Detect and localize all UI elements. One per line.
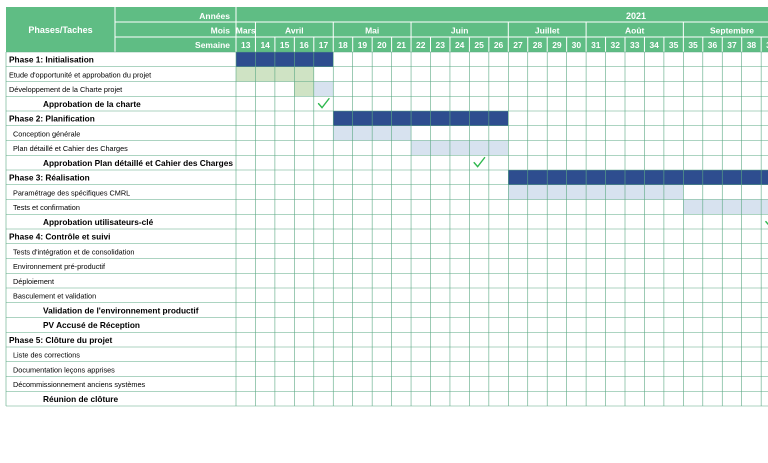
task-bar-cell: [294, 82, 313, 97]
phase-bar-cell: [469, 111, 488, 126]
check-icon: [319, 99, 330, 108]
phase-bar-cell: [353, 111, 372, 126]
task-label: Documentation leçons apprises: [13, 365, 115, 375]
milestone-label: Validation de l'environnement productif: [43, 305, 199, 316]
check-icon: [474, 158, 485, 167]
task-label: Conception générale: [13, 129, 81, 139]
task-bar-cell: [431, 141, 450, 156]
phase-bar-cell: [567, 170, 586, 185]
week-label: 30: [571, 40, 582, 50]
week-label: 22: [416, 40, 426, 50]
task-bar-cell: [625, 185, 644, 200]
phase-bar-cell: [314, 52, 333, 67]
task-label: Liste des corrections: [13, 350, 80, 360]
month-label: Juin: [450, 25, 469, 36]
milestone-label: Approbation de la charte: [43, 98, 141, 109]
task-bar-cell: [353, 126, 372, 141]
phase-bar-cell: [683, 170, 702, 185]
task-bar-cell: [294, 67, 313, 82]
phase-bar-cell: [489, 111, 508, 126]
phase-bar-cell: [508, 170, 527, 185]
task-bar-cell: [314, 82, 333, 97]
phase-bar-cell: [742, 170, 761, 185]
task-bar-cell: [528, 185, 547, 200]
phase-bar-cell: [761, 170, 768, 185]
milestone-label: Approbation Plan détaillé et Cahier des Charges: [43, 157, 233, 168]
milestone-label: PV Accusé de Réception: [43, 320, 140, 331]
task-bar-cell: [469, 141, 488, 156]
task-bar-cell: [411, 141, 430, 156]
week-label: 38: [746, 40, 757, 50]
week-label: 14: [260, 40, 270, 50]
task-label: Plan détaillé et Cahier des Charges: [13, 144, 128, 154]
week-label: 13: [240, 40, 251, 50]
week-label: 32: [610, 40, 621, 50]
phase-bar-cell: [294, 52, 313, 67]
phase-label: Phase 4: Contrôle et suivi: [9, 231, 111, 242]
task-bar-cell: [450, 141, 469, 156]
task-label: Tests et confirmation: [13, 203, 80, 213]
corner-label: Phases/Taches: [28, 25, 93, 35]
milestone-label: Réunion de clôture: [43, 393, 119, 404]
phase-bar-cell: [255, 52, 274, 67]
phase-bar-cell: [606, 170, 625, 185]
task-bar-cell: [255, 67, 274, 82]
task-bar-cell: [489, 141, 508, 156]
month-label: Septembre: [710, 25, 754, 36]
phase-bar-cell: [722, 170, 741, 185]
phase-bar-cell: [664, 170, 683, 185]
phase-bar-cell: [703, 170, 722, 185]
task-label: Tests d'intégration et de consolidation: [13, 247, 135, 257]
week-label: 26: [493, 40, 504, 50]
phase-bar-cell: [547, 170, 566, 185]
month-label: Mars: [235, 25, 256, 36]
annees-label: Années: [199, 11, 230, 21]
milestone-label: Approbation utilisateurs-clé: [43, 216, 154, 227]
task-label: Paramétrage des spécifiques CMRL: [13, 188, 131, 198]
week-label: 21: [396, 40, 407, 50]
week-label: 18: [338, 40, 348, 50]
task-bar-cell: [722, 200, 741, 215]
week-label: 35: [668, 40, 679, 50]
task-bar-cell: [333, 126, 352, 141]
task-bar-cell: [567, 185, 586, 200]
week-label: 33: [629, 40, 640, 50]
phase-bar-cell: [586, 170, 605, 185]
week-label: 15: [279, 40, 290, 50]
week-label: 35: [688, 40, 698, 50]
phase-bar-cell: [392, 111, 411, 126]
week-label: 27: [513, 40, 523, 50]
year-label: 2021: [625, 11, 647, 21]
task-label: Décommissionnement anciens systèmes: [13, 380, 146, 390]
task-bar-cell: [236, 67, 255, 82]
week-label: 25: [474, 40, 484, 50]
phase-bar-cell: [644, 170, 663, 185]
task-bar-cell: [761, 200, 768, 215]
week-label: 29: [552, 40, 562, 50]
task-bar-cell: [742, 200, 761, 215]
task-bar-cell: [606, 185, 625, 200]
phase-label: Phase 5: Clôture du projet: [9, 334, 113, 345]
task-bar-cell: [703, 200, 722, 215]
week-label: 36: [707, 40, 718, 50]
mois-label: Mois: [210, 25, 230, 36]
week-label: 31: [591, 40, 601, 50]
phase-label: Phase 1: Initialisation: [9, 54, 94, 65]
task-bar-cell: [644, 185, 663, 200]
task-bar-cell: [392, 126, 411, 141]
month-label: Mai: [365, 25, 380, 36]
week-label: 37: [727, 40, 737, 50]
phase-bar-cell: [450, 111, 469, 126]
week-label: 34: [649, 40, 659, 50]
task-label: Environnement pré-productif: [13, 262, 106, 272]
task-bar-cell: [683, 200, 702, 215]
task-label: Développement de la Charte projet: [9, 85, 123, 95]
month-label: Juillet: [534, 25, 560, 36]
task-label: Etude d'opportunité et approbation du projet: [9, 70, 152, 80]
phase-bar-cell: [372, 111, 391, 126]
phase-bar-cell: [411, 111, 430, 126]
task-label: Basculement et validation: [13, 291, 97, 301]
phase-bar-cell: [333, 111, 352, 126]
week-label: 16: [299, 40, 309, 50]
task-label: Déploiement: [13, 276, 54, 286]
gantt-header: [6, 7, 768, 52]
phase-bar-cell: [236, 52, 255, 67]
task-bar-cell: [664, 185, 683, 200]
month-label: Août: [625, 25, 645, 36]
week-label: 20: [377, 40, 387, 50]
month-label: Avril: [285, 25, 304, 36]
week-label: 17: [318, 40, 329, 50]
phase-bar-cell: [275, 52, 294, 67]
phase-label: Phase 3: Réalisation: [9, 172, 90, 183]
semaine-label: Semaine: [195, 40, 230, 50]
week-label: 24: [454, 40, 465, 50]
task-bar-cell: [372, 126, 391, 141]
task-bar-cell: [547, 185, 566, 200]
week-label: 28: [532, 40, 543, 50]
week-label: 19: [357, 40, 368, 50]
task-bar-cell: [508, 185, 527, 200]
phase-bar-cell: [431, 111, 450, 126]
task-bar-cell: [275, 67, 294, 82]
phase-bar-cell: [625, 170, 644, 185]
phase-label: Phase 2: Planification: [9, 113, 95, 124]
phase-bar-cell: [528, 170, 547, 185]
task-bar-cell: [586, 185, 605, 200]
week-label: 23: [435, 40, 445, 50]
